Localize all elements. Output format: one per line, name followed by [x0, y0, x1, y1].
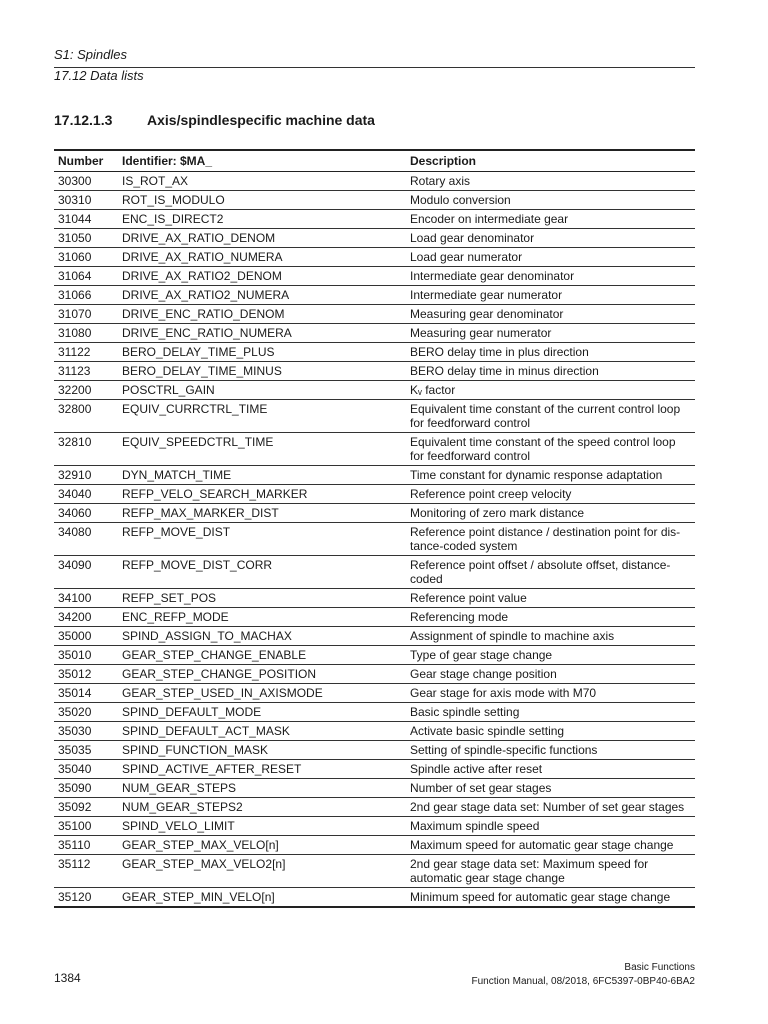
cell-identifier: EQUIV_CURRCTRL_TIME: [118, 400, 406, 433]
table-row: [54, 523, 695, 556]
cell-description: Spindle active after reset: [406, 760, 695, 779]
cell-identifier: REFP_MOVE_DIST: [118, 523, 406, 556]
table-body: [54, 172, 695, 908]
cell-description: Assignment of spindle to machine axis: [406, 627, 695, 646]
cell-description: 2nd gear stage data set: Maximum speed for automatic gear stage change: [406, 855, 695, 888]
table-row: [54, 343, 695, 362]
cell-number: 35010: [54, 646, 118, 665]
column-header-identifier: Identifier: $MA_: [118, 150, 406, 172]
cell-description: Activate basic spindle setting: [406, 722, 695, 741]
cell-identifier: GEAR_STEP_MAX_VELO[n]: [118, 836, 406, 855]
cell-identifier: GEAR_STEP_MAX_VELO2[n]: [118, 855, 406, 888]
cell-number: 30310: [54, 191, 118, 210]
cell-number: 31050: [54, 229, 118, 248]
table-row: [54, 191, 695, 210]
column-header-number: Number: [54, 150, 118, 172]
cell-description: Number of set gear stages: [406, 779, 695, 798]
cell-description: Load gear numerator: [406, 248, 695, 267]
cell-identifier: GEAR_STEP_CHANGE_POSITION: [118, 665, 406, 684]
cell-description: Intermediate gear numerator: [406, 286, 695, 305]
table-row: [54, 556, 695, 589]
table-row: [54, 324, 695, 343]
cell-identifier: IS_ROT_AX: [118, 172, 406, 191]
table-row: [54, 779, 695, 798]
cell-identifier: SPIND_ASSIGN_TO_MACHAX: [118, 627, 406, 646]
cell-identifier: GEAR_STEP_MIN_VELO[n]: [118, 888, 406, 908]
table-row: [54, 229, 695, 248]
cell-identifier: SPIND_DEFAULT_MODE: [118, 703, 406, 722]
cell-description: Referencing mode: [406, 608, 695, 627]
cell-identifier: REFP_MAX_MARKER_DIST: [118, 504, 406, 523]
cell-description: Maximum spindle speed: [406, 817, 695, 836]
table-row: [54, 798, 695, 817]
cell-identifier: EQUIV_SPEEDCTRL_TIME: [118, 433, 406, 466]
cell-identifier: DRIVE_AX_RATIO_NUMERA: [118, 248, 406, 267]
cell-number: 32810: [54, 433, 118, 466]
cell-identifier: ENC_REFP_MODE: [118, 608, 406, 627]
cell-identifier: ROT_IS_MODULO: [118, 191, 406, 210]
cell-description: Modulo conversion: [406, 191, 695, 210]
cell-identifier: GEAR_STEP_CHANGE_ENABLE: [118, 646, 406, 665]
cell-number: 31044: [54, 210, 118, 229]
table-row: [54, 362, 695, 381]
table-row: [54, 608, 695, 627]
cell-number: 35035: [54, 741, 118, 760]
column-header-description: Description: [406, 150, 695, 172]
cell-description: Load gear denominator: [406, 229, 695, 248]
cell-description: Equivalent time constant of the speed control loop for feedforward control: [406, 433, 695, 466]
cell-description: Maximum speed for automatic gear stage change: [406, 836, 695, 855]
cell-identifier: DRIVE_ENC_RATIO_DENOM: [118, 305, 406, 324]
section-title: Axis/spindlespecific machine data: [147, 112, 375, 128]
cell-identifier: NUM_GEAR_STEPS: [118, 779, 406, 798]
table-row: [54, 400, 695, 433]
cell-identifier: NUM_GEAR_STEPS2: [118, 798, 406, 817]
table-row: [54, 665, 695, 684]
cell-number: 35040: [54, 760, 118, 779]
table-row: [54, 589, 695, 608]
cell-number: 32200: [54, 381, 118, 400]
table-row: [54, 760, 695, 779]
cell-identifier: DRIVE_AX_RATIO_DENOM: [118, 229, 406, 248]
cell-identifier: SPIND_ACTIVE_AFTER_RESET: [118, 760, 406, 779]
cell-number: 31064: [54, 267, 118, 286]
cell-description: Setting of spindle-specific functions: [406, 741, 695, 760]
cell-number: 31070: [54, 305, 118, 324]
cell-identifier: REFP_MOVE_DIST_CORR: [118, 556, 406, 589]
cell-number: 34040: [54, 485, 118, 504]
cell-identifier: REFP_SET_POS: [118, 589, 406, 608]
cell-description: Monitoring of zero mark distance: [406, 504, 695, 523]
table-row: [54, 267, 695, 286]
cell-identifier: GEAR_STEP_USED_IN_AXISMODE: [118, 684, 406, 703]
cell-number: 34100: [54, 589, 118, 608]
cell-number: 31080: [54, 324, 118, 343]
running-header-subchapter: 17.12 Data lists: [54, 68, 144, 83]
cell-identifier: DRIVE_AX_RATIO2_NUMERA: [118, 286, 406, 305]
cell-identifier: ENC_IS_DIRECT2: [118, 210, 406, 229]
machine-data-table: [54, 149, 695, 908]
cell-description: Reference point offset / absolute offset, distance-coded: [406, 556, 695, 589]
cell-number: 35012: [54, 665, 118, 684]
cell-identifier: BERO_DELAY_TIME_PLUS: [118, 343, 406, 362]
cell-number: 34080: [54, 523, 118, 556]
cell-number: 35100: [54, 817, 118, 836]
table-row: [54, 741, 695, 760]
cell-identifier: REFP_VELO_SEARCH_MARKER: [118, 485, 406, 504]
table-row: [54, 172, 695, 191]
table-row: [54, 855, 695, 888]
table-row: [54, 305, 695, 324]
table-row: [54, 888, 695, 908]
cell-description: Type of gear stage change: [406, 646, 695, 665]
cell-number: 34200: [54, 608, 118, 627]
table-row: [54, 504, 695, 523]
cell-number: 35090: [54, 779, 118, 798]
footer-manual-title: Basic Functions: [624, 962, 695, 973]
cell-number: 31122: [54, 343, 118, 362]
cell-number: 30300: [54, 172, 118, 191]
cell-number: 31060: [54, 248, 118, 267]
cell-number: 31066: [54, 286, 118, 305]
table-row: [54, 836, 695, 855]
cell-identifier: BERO_DELAY_TIME_MINUS: [118, 362, 406, 381]
table-row: [54, 210, 695, 229]
cell-number: 35030: [54, 722, 118, 741]
cell-identifier: DYN_MATCH_TIME: [118, 466, 406, 485]
page-number: 1384: [54, 971, 81, 985]
table-row: [54, 684, 695, 703]
section-number: 17.12.1.3: [54, 112, 113, 128]
cell-identifier: POSCTRL_GAIN: [118, 381, 406, 400]
cell-description: Measuring gear numerator: [406, 324, 695, 343]
cell-description: Gear stage change position: [406, 665, 695, 684]
table-row: [54, 817, 695, 836]
cell-description: Gear stage for axis mode with M70: [406, 684, 695, 703]
cell-number: 35000: [54, 627, 118, 646]
cell-description: BERO delay time in plus direction: [406, 343, 695, 362]
cell-number: 32910: [54, 466, 118, 485]
table-row: [54, 433, 695, 466]
running-header-chapter: S1: Spindles: [54, 47, 127, 62]
cell-identifier: SPIND_DEFAULT_ACT_MASK: [118, 722, 406, 741]
header-divider: [54, 67, 695, 68]
cell-description: Kᵥ factor: [406, 381, 695, 400]
table-row: [54, 646, 695, 665]
footer-manual-info: [472, 961, 695, 989]
cell-description: Equivalent time constant of the current control loop for feedforward control: [406, 400, 695, 433]
cell-number: 35092: [54, 798, 118, 817]
cell-description: Intermediate gear denominator: [406, 267, 695, 286]
cell-description: Reference point distance / destination point for dis-tance-coded system: [406, 523, 695, 556]
table-row: [54, 381, 695, 400]
cell-identifier: SPIND_VELO_LIMIT: [118, 817, 406, 836]
cell-identifier: DRIVE_AX_RATIO2_DENOM: [118, 267, 406, 286]
cell-number: 35120: [54, 888, 118, 908]
cell-description: BERO delay time in minus direction: [406, 362, 695, 381]
table-row: [54, 286, 695, 305]
table-row: [54, 703, 695, 722]
cell-description: Measuring gear denominator: [406, 305, 695, 324]
cell-description: Reference point value: [406, 589, 695, 608]
cell-number: 34090: [54, 556, 118, 589]
footer-manual-edition: Function Manual, 08/2018, 6FC5397-0BP40-6BA2: [471, 976, 695, 987]
table-header-row: [54, 150, 695, 172]
table-row: [54, 627, 695, 646]
cell-number: 31123: [54, 362, 118, 381]
cell-description: Rotary axis: [406, 172, 695, 191]
cell-number: 32800: [54, 400, 118, 433]
cell-number: 35014: [54, 684, 118, 703]
cell-identifier: DRIVE_ENC_RATIO_NUMERA: [118, 324, 406, 343]
cell-description: Minimum speed for automatic gear stage change: [406, 888, 695, 908]
cell-description: Basic spindle setting: [406, 703, 695, 722]
cell-description: Time constant for dynamic response adaptation: [406, 466, 695, 485]
table-row: [54, 485, 695, 504]
table-row: [54, 466, 695, 485]
cell-description: Encoder on intermediate gear: [406, 210, 695, 229]
cell-identifier: SPIND_FUNCTION_MASK: [118, 741, 406, 760]
cell-description: Reference point creep velocity: [406, 485, 695, 504]
cell-number: 35112: [54, 855, 118, 888]
cell-number: 35110: [54, 836, 118, 855]
table-row: [54, 248, 695, 267]
cell-number: 35020: [54, 703, 118, 722]
section-heading: [54, 112, 375, 128]
cell-number: 34060: [54, 504, 118, 523]
table-row: [54, 722, 695, 741]
cell-description: 2nd gear stage data set: Number of set gear stages: [406, 798, 695, 817]
